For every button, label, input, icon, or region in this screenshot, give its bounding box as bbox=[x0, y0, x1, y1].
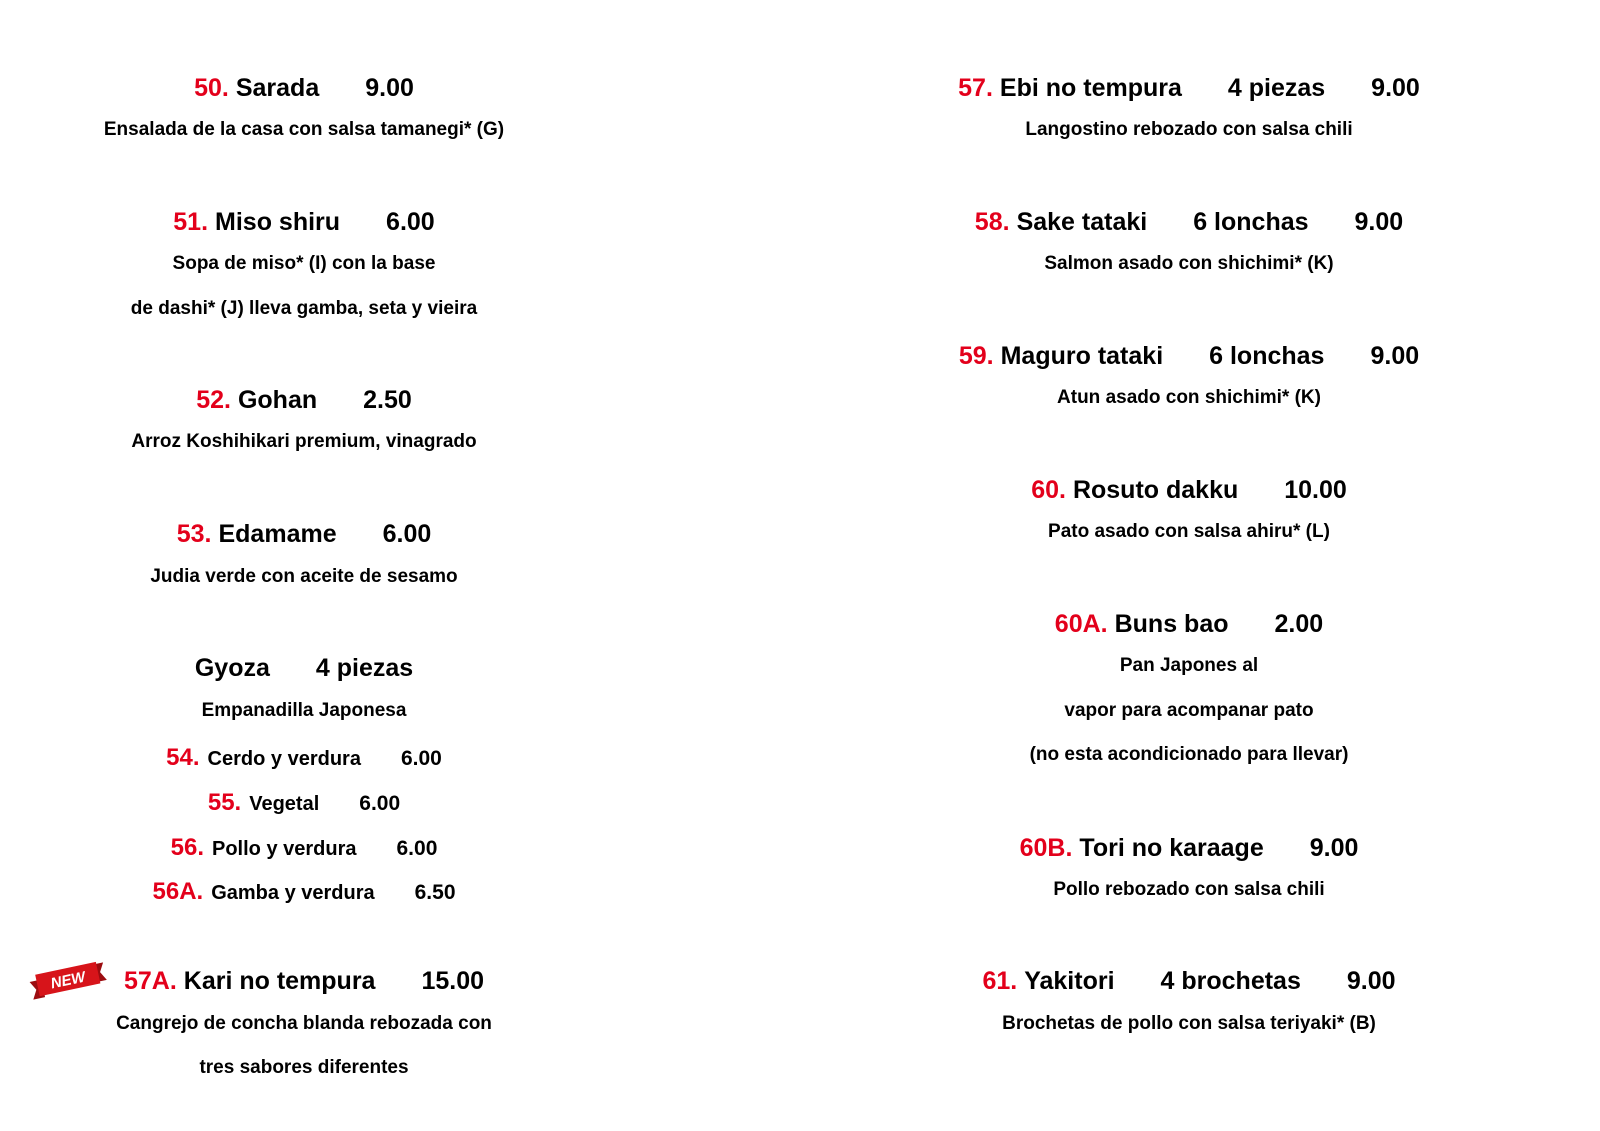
item-description: Arroz Koshihikari premium, vinagrado bbox=[131, 431, 477, 452]
item-number: 57. bbox=[958, 74, 993, 102]
item-price: 9.00 bbox=[1370, 342, 1420, 370]
menu-item-60a-title bbox=[809, 608, 1569, 640]
item-price: 9.00 bbox=[1371, 74, 1420, 102]
item-number: 55. bbox=[207, 789, 242, 816]
item-description: (no esta acondicionado para llevar) bbox=[1029, 744, 1349, 765]
item-name: Maguro tataki bbox=[1000, 342, 1164, 370]
item-name: Gamba y verdura bbox=[211, 882, 375, 904]
item-number: 58. bbox=[974, 208, 1010, 236]
item-price: 2.00 bbox=[1274, 610, 1324, 638]
item-number: 52. bbox=[196, 386, 231, 414]
item-name: Tori no karaage bbox=[1079, 834, 1264, 862]
menu-item-54 bbox=[4, 743, 604, 773]
item-name: Gyoza bbox=[194, 654, 270, 682]
item-description: Ensalada de la casa con salsa tamanegi* (G) bbox=[103, 119, 505, 140]
item-quantity: 6 lonchas bbox=[1209, 342, 1325, 370]
menu-item-56a bbox=[4, 877, 604, 907]
item-description: Langostino rebozado con salsa chili bbox=[1025, 119, 1353, 140]
item-price: 10.00 bbox=[1284, 476, 1347, 504]
item-quantity: 4 brochetas bbox=[1160, 967, 1301, 995]
new-badge-label: NEW bbox=[49, 968, 87, 993]
item-description: Empanadilla Japonesa bbox=[201, 700, 407, 721]
item-price: 15.00 bbox=[421, 967, 485, 995]
item-description: Pollo rebozado con salsa chili bbox=[1053, 879, 1325, 900]
item-description: Sopa de miso* (I) con la base bbox=[172, 253, 436, 274]
item-name: Pollo y verdura bbox=[212, 838, 357, 860]
item-name: Kari no tempura bbox=[183, 967, 376, 995]
right-column bbox=[809, 0, 1569, 1131]
menu-item-51-title bbox=[4, 206, 604, 238]
menu-item-57a-title bbox=[4, 965, 604, 997]
item-number: 50. bbox=[194, 74, 229, 102]
item-name: Ebi no tempura bbox=[999, 74, 1182, 102]
item-price: 9.00 bbox=[1309, 834, 1359, 862]
item-name: Vegetal bbox=[249, 793, 320, 815]
item-name: Sake tataki bbox=[1016, 208, 1148, 236]
item-quantity: 4 piezas bbox=[1227, 74, 1326, 102]
item-price: 9.00 bbox=[1346, 967, 1396, 995]
item-name: Gohan bbox=[237, 386, 318, 414]
item-description: de dashi* (J) lleva gamba, seta y vieira bbox=[130, 298, 478, 319]
item-number: 56. bbox=[170, 834, 204, 861]
item-description: Cangrejo de concha blanda rebozada con bbox=[116, 1013, 492, 1034]
item-description: Pan Japones al bbox=[1119, 655, 1259, 676]
menu-item-55 bbox=[4, 788, 604, 818]
item-name: Sarada bbox=[235, 74, 320, 102]
item-price: 9.00 bbox=[1354, 208, 1404, 236]
menu-item-60b-title bbox=[809, 832, 1569, 864]
item-price: 2.50 bbox=[363, 386, 412, 414]
item-name: Yakitori bbox=[1024, 967, 1115, 995]
item-description: Judia verde con aceite de sesamo bbox=[150, 566, 458, 587]
item-price: 6.00 bbox=[386, 208, 435, 236]
item-description: Salmon asado con shichimi* (K) bbox=[1044, 253, 1334, 274]
item-number: 60B. bbox=[1019, 834, 1073, 862]
item-number: 60. bbox=[1031, 476, 1066, 504]
item-quantity: 6 lonchas bbox=[1193, 208, 1309, 236]
item-number: 51. bbox=[173, 208, 209, 236]
item-number: 60A. bbox=[1054, 610, 1108, 638]
item-number: 54. bbox=[166, 744, 200, 771]
menu-item-60-title bbox=[809, 474, 1569, 506]
item-quantity: 4 piezas bbox=[315, 654, 414, 682]
item-name: Buns bao bbox=[1114, 610, 1229, 638]
item-price: 6.00 bbox=[400, 747, 442, 770]
item-number: 53. bbox=[176, 520, 212, 548]
menu-item-50-title bbox=[4, 72, 604, 104]
item-description: vapor para acompanar pato bbox=[1064, 700, 1314, 721]
item-description: Atun asado con shichimi* (K) bbox=[1057, 387, 1321, 408]
menu-item-59-title bbox=[809, 340, 1569, 372]
item-name: Cerdo y verdura bbox=[207, 748, 361, 770]
menu-item-56 bbox=[4, 833, 604, 863]
item-name: Miso shiru bbox=[215, 208, 341, 236]
item-number: 61. bbox=[982, 967, 1018, 995]
item-number: 57A. bbox=[123, 967, 177, 995]
menu-item-52-title bbox=[4, 384, 604, 416]
menu-item-53-title bbox=[4, 518, 604, 550]
item-description: Pato asado con salsa ahiru* (L) bbox=[1048, 521, 1330, 542]
menu-item-58-title bbox=[809, 206, 1569, 238]
item-price: 6.00 bbox=[382, 520, 432, 548]
item-price: 6.00 bbox=[359, 792, 401, 815]
gyoza-title bbox=[4, 652, 604, 684]
left-column bbox=[4, 0, 604, 1131]
item-description: tres sabores diferentes bbox=[199, 1057, 409, 1078]
item-name: Edamame bbox=[218, 520, 337, 548]
menu-item-61-title bbox=[809, 965, 1569, 997]
item-description: Brochetas de pollo con salsa teriyaki* (B) bbox=[1002, 1013, 1376, 1034]
item-number: 59. bbox=[958, 342, 994, 370]
item-price: 9.00 bbox=[365, 74, 414, 102]
menu-item-57-title bbox=[809, 72, 1569, 104]
item-price: 6.50 bbox=[414, 881, 456, 904]
item-name: Rosuto dakku bbox=[1072, 476, 1239, 504]
item-price: 6.00 bbox=[396, 837, 438, 860]
item-number: 56A. bbox=[152, 878, 204, 905]
